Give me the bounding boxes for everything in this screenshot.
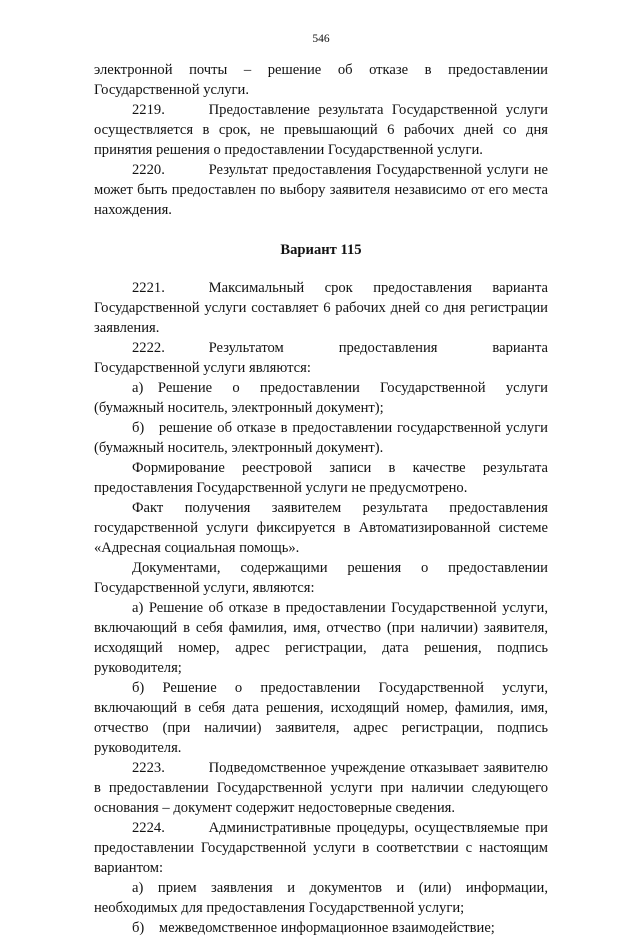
paragraph-registry-record: Формирование реестровой записи в качестве результата предоставления Государственной услуги не предусмотрено. — [94, 460, 548, 496]
list-item-b-result: б) решение об отказе в предоставлении государственной услуги (бумажный носитель, электронный документ). — [94, 420, 548, 456]
paragraph-2220: 2220. Результат предоставления Государственной услуги не может быть предоставлен по выбору заявителя независимо от его места нахождения. — [94, 162, 548, 218]
list-item-a-result: а) Решение о предоставлении Государственной услуги (бумажный носитель, электронный документ); — [94, 380, 548, 416]
paragraph-2219: 2219. Предоставление результата Государственной услуги осуществляется в срок, не превышающий 6 рабочих дней со дня принятия решения о предоставлении Государственной услуги. — [94, 102, 548, 158]
paragraph-result-fact: Факт получения заявителем результата предоставления государственной услуги фиксируется в Автоматизированной системе «Адресная социальная помощь». — [94, 500, 548, 556]
paragraph-2223: 2223. Подведомственное учреждение отказывает заявителю в предоставлении Государственной услуги при наличии следующего основания – документ содержит недостоверные сведения. — [94, 760, 548, 816]
list-item-b-grant-doc: б) Решение о предоставлении Государственной услуги, включающий в себя дата решения, исходящий номер, фамилия, имя, отчество (при наличии) заявителя, адрес регистрации, подпись руководителя. — [94, 680, 548, 756]
document-page — [94, 32, 548, 938]
page-number: 546 — [312, 33, 330, 45]
list-item-a-refusal-doc: а) Решение об отказе в предоставлении Государственной услуги, включающий в себя фамилия, имя, отчество (при наличии) заявителя, исходящий номер, адрес регистрации, дата решения, подпись руководителя; — [94, 600, 548, 676]
list-item-b-procedure: б) межведомственное информационное взаимодействие; — [132, 920, 495, 936]
paragraph-2222: 2222. Результатом предоставления варианта Государственной услуги являются: — [94, 340, 548, 376]
paragraph-documents: Документами, содержащими решения о предоставлении Государственной услуги, являются: — [94, 560, 548, 596]
paragraph-2224: 2224. Административные процедуры, осуществляемые при предоставлении Государственной услуги в соответствии с настоящим вариантом: — [94, 820, 548, 876]
section-heading: Вариант 115 — [280, 242, 362, 258]
paragraph-continuation: электронной почты – решение об отказе в предоставлении Государственной услуги. — [94, 62, 548, 98]
list-item-a-procedure: а) прием заявления и документов и (или) информации, необходимых для предоставления Государственной услуги; — [94, 880, 548, 916]
paragraph-2221: 2221. Максимальный срок предоставления варианта Государственной услуги составляет 6 рабочих дней со дня регистрации заявления. — [94, 280, 548, 336]
